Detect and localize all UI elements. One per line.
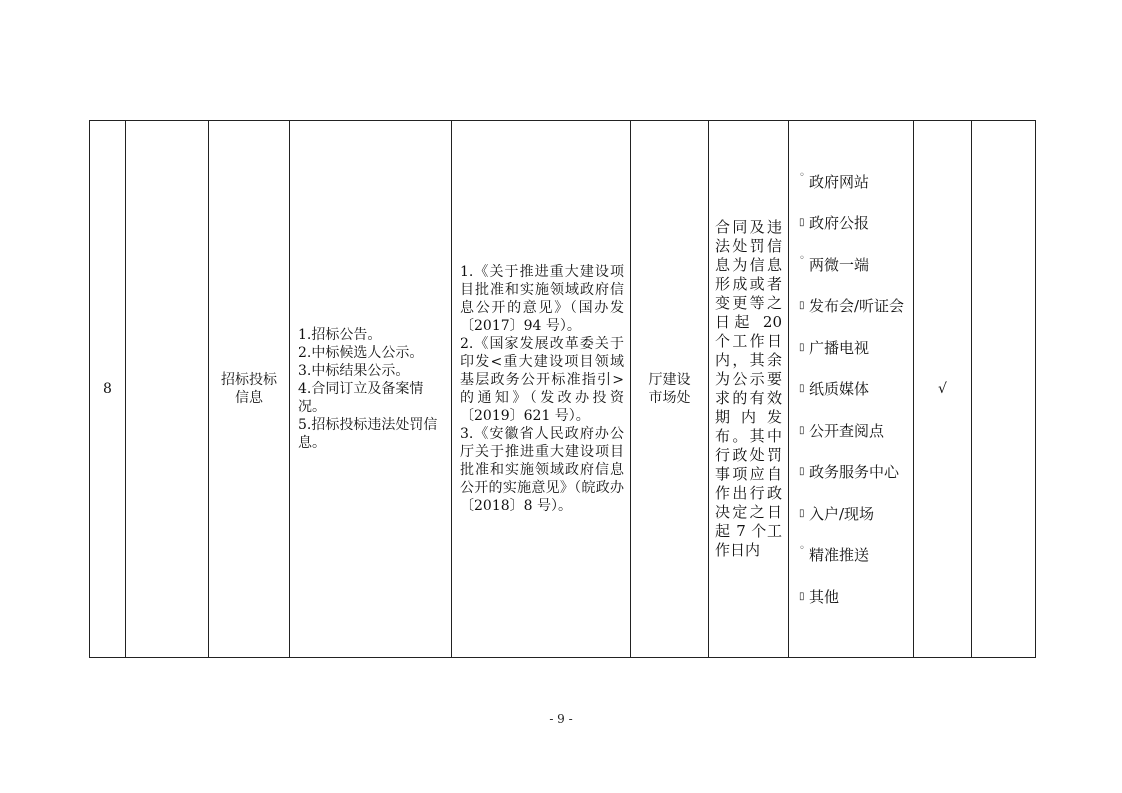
bracket-marker-icon: ▯ (799, 383, 805, 394)
bracket-marker-icon: ▯ (799, 300, 805, 311)
channel-item (799, 410, 909, 452)
channel-label: 广播电视 (809, 338, 870, 357)
category-cell (209, 121, 290, 658)
channel-item (799, 451, 909, 493)
channel-item (799, 327, 909, 369)
bracket-marker-icon: ▯ (799, 507, 805, 519)
page-number: - 9 - (549, 712, 573, 726)
bracket-marker-icon: ▯ (799, 341, 805, 353)
blank-cell (126, 121, 209, 658)
check-mark: √ (914, 121, 972, 658)
bracket-marker-icon: ▯ (799, 424, 805, 436)
blank-cell (972, 121, 1036, 658)
basis-cell (452, 121, 631, 658)
content-item: 3.中标结果公示。 (298, 363, 410, 379)
department-cell (631, 121, 709, 658)
content-item: 2.中标候选人公示。 (298, 345, 424, 361)
channel-label: 公开查阅点 (809, 421, 885, 440)
bracket-marker-icon: ▯ (799, 590, 805, 602)
channel-label: 精准推送 (809, 546, 870, 564)
content-items-cell (290, 121, 452, 658)
circle-marker-icon: ◦ (799, 543, 805, 554)
content-item: 1.招标公告。 (298, 327, 382, 343)
channel-item (799, 244, 909, 286)
channel-label: 政府网站 (809, 172, 870, 191)
channel-item (799, 493, 909, 535)
content-item: 5.招标投标违法处罚信息。 (298, 417, 438, 451)
row-number: 8 (90, 121, 126, 658)
channel-item (799, 534, 909, 576)
channel-label: 政府公报 (809, 214, 870, 232)
circle-marker-icon: ◦ (799, 252, 805, 264)
channel-label: 其他 (809, 587, 840, 606)
department-text: 厅建设 市场处 (648, 372, 691, 406)
table-row (90, 121, 1036, 658)
basis-text: 1.《关于推进重大建设项目批准和实施领域政府信息公开的意见》（国办发〔2017〕94 号）。 2.《国家发展改革委关于印发<重大建设项目领域基层政务公开标准指引>的通知》（发改办投资〔2019〕621 号）。 3.《安徽省人民政府办公厅关于推进重大建设项目批准和实施领域政府信息公开的实施意见》（皖政办〔2018〕8 号）。 (460, 264, 624, 514)
channel-item (799, 202, 909, 244)
channel-item (799, 161, 909, 203)
channel-item (799, 285, 909, 327)
content-item: 4.合同订立及备案情况。 (298, 381, 424, 415)
channel-label: 纸质媒体 (809, 380, 870, 398)
channel-label: 发布会/听证会 (809, 297, 905, 315)
channel-item (799, 576, 909, 618)
bracket-marker-icon: ▯ (799, 466, 805, 477)
time-limit-cell: 合同及违法处罚信息为信息形成或者变更等之日起 20 个工作日内，其余为公示要求的有效期内发布。其中行政处罚事项应自作出行政决定之日起 7 个工作日内 (709, 121, 789, 658)
bracket-marker-icon: ▯ (799, 217, 805, 228)
disclosure-table (89, 120, 1036, 658)
channel-label: 入户/现场 (809, 504, 875, 523)
channel-label: 两微一端 (809, 255, 870, 274)
category-text: 招标投标 信息 (221, 372, 277, 406)
channel-item (799, 368, 909, 410)
channels-cell (789, 121, 914, 658)
channel-label: 政务服务中心 (809, 463, 900, 481)
circle-marker-icon: ◦ (799, 169, 805, 181)
